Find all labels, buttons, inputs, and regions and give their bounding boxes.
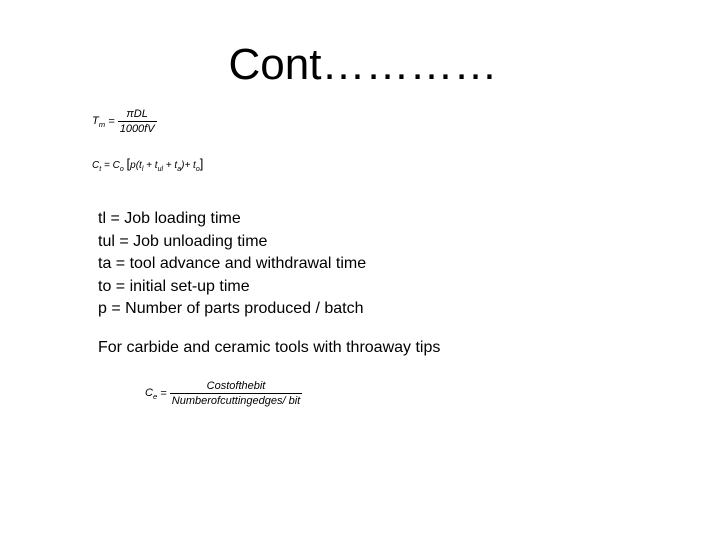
ce-equals: =	[160, 387, 167, 400]
slide-title: Cont…………	[228, 40, 498, 89]
ce-denominator: Numberofcuttingedges/ bit	[171, 395, 301, 407]
ce-numerator: Costofthebit	[170, 380, 302, 394]
edge-cost-equation	[145, 380, 302, 407]
definition-item: ta = tool advance and withdrawal time	[98, 255, 367, 272]
carbide-note: For carbide and ceramic tools with throaway tips	[98, 339, 441, 356]
ce-fraction	[170, 380, 302, 407]
definition-item: tul = Job unloading time	[98, 232, 268, 250]
machining-time-equation	[92, 108, 157, 135]
ce-lhs: $C_e$	[145, 387, 158, 402]
tm-lhs: $T_m$	[92, 115, 106, 130]
tm-denominator: 1000fV	[119, 123, 155, 135]
definition-item: p = Number of parts produced / batch	[98, 300, 364, 317]
definition-item: to = initial set-up time	[98, 277, 250, 295]
tool-cost-equation: $C_t = C_o$ $[p(t_l + t_{ul} + t_a)+ t_o]$	[92, 156, 204, 173]
definitions-list	[98, 208, 366, 321]
tm-numerator: πDL	[118, 108, 157, 122]
tm-equals: =	[108, 115, 115, 128]
tm-fraction	[118, 108, 157, 135]
definition-item: tl = Job loading time	[98, 210, 241, 227]
